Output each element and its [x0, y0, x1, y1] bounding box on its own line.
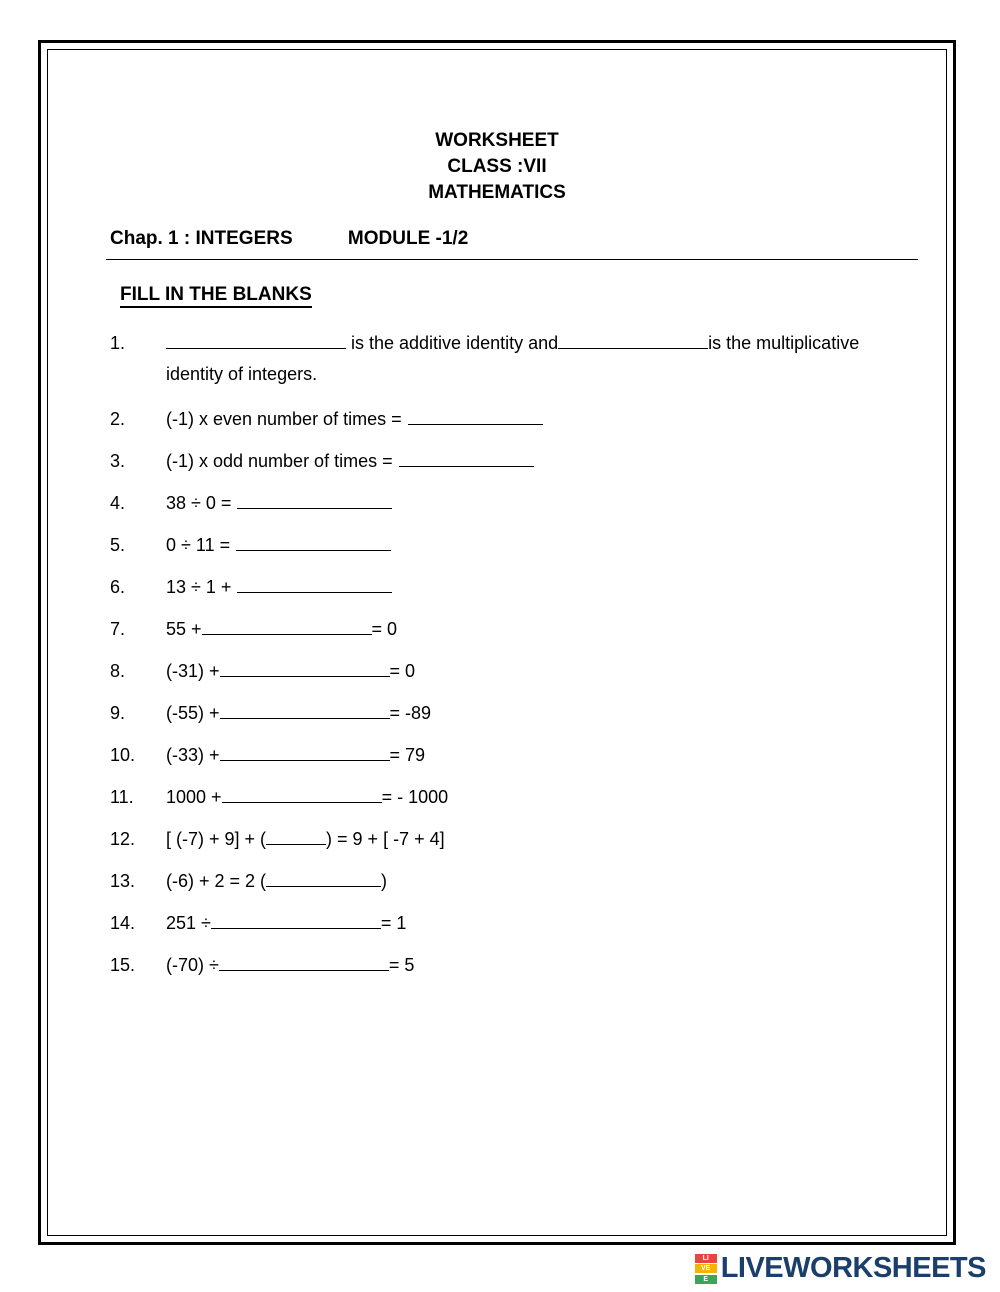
question-text-part: = 1	[380, 913, 407, 933]
question-text	[166, 616, 906, 642]
question-text-part: is the additive identity and	[346, 333, 559, 353]
question-number: 11.	[110, 787, 134, 807]
title-line-worksheet: WORKSHEET	[435, 130, 559, 151]
question-text	[166, 658, 906, 684]
question-text-part: (-55) +	[166, 703, 220, 723]
question-text	[166, 532, 906, 558]
question-number: 2.	[110, 409, 126, 429]
question-row-4	[110, 490, 906, 516]
liveworksheets-logo-text: LIVEWORKSHEETS	[720, 1252, 986, 1284]
question-text-part: = 5	[388, 955, 415, 975]
question-text	[166, 868, 906, 894]
title-line-class: CLASS :VII	[447, 156, 547, 177]
question-row-14	[110, 910, 906, 936]
question-text-part: 13 ÷ 1 +	[166, 577, 232, 597]
question-text-part: (-31) +	[166, 661, 220, 681]
worksheet-title-block	[48, 128, 946, 206]
answer-blank[interactable]	[220, 701, 390, 719]
question-row-7	[110, 616, 906, 642]
chapter-underline	[106, 259, 918, 260]
question-number: 6.	[110, 577, 126, 597]
answer-blank[interactable]	[202, 617, 372, 635]
answer-blank[interactable]	[236, 533, 391, 551]
question-number: 3.	[110, 451, 126, 471]
question-text-part: = 0	[371, 619, 398, 639]
question-row-1	[110, 328, 906, 390]
question-number: 1.	[110, 333, 126, 353]
answer-blank[interactable]	[220, 743, 390, 761]
question-text-part: 251 ÷	[166, 913, 211, 933]
question-text-part: (-33) +	[166, 745, 220, 765]
question-text	[166, 742, 906, 768]
answer-blank[interactable]	[222, 785, 382, 803]
answer-blank[interactable]	[266, 869, 381, 887]
question-number: 14.	[110, 913, 136, 933]
question-text	[166, 826, 906, 852]
question-text	[166, 448, 906, 474]
question-text	[166, 490, 906, 516]
question-row-11	[110, 784, 906, 810]
question-row-15	[110, 952, 906, 978]
logo-square-ve: VE	[695, 1264, 717, 1273]
question-text-part: (-1) x even number of times =	[166, 409, 402, 429]
question-text	[166, 328, 906, 390]
question-text	[166, 784, 906, 810]
chapter-label: Chap. 1 : INTEGERS	[110, 228, 293, 249]
question-row-12	[110, 826, 906, 852]
answer-blank[interactable]	[399, 449, 534, 467]
answer-blank[interactable]	[166, 331, 346, 349]
module-label: MODULE -1/2	[347, 228, 469, 249]
question-text-part: )	[381, 871, 388, 891]
question-number: 12.	[110, 829, 136, 849]
answer-blank[interactable]	[558, 331, 708, 349]
answer-blank[interactable]	[408, 407, 543, 425]
question-number: 9.	[110, 703, 126, 723]
question-row-5	[110, 532, 906, 558]
question-text-part: = -89	[389, 703, 432, 723]
question-row-13	[110, 868, 906, 894]
question-number: 15.	[110, 955, 136, 975]
chapter-heading-row	[48, 228, 946, 258]
footer	[0, 1252, 1000, 1292]
question-number: 7.	[110, 619, 126, 639]
title-line-subject: MATHEMATICS	[428, 182, 566, 203]
answer-blank[interactable]	[237, 575, 392, 593]
section-heading-text: FILL IN THE BLANKS	[120, 284, 312, 308]
logo-square-e: E	[695, 1275, 717, 1284]
logo-square-li: LI	[695, 1254, 717, 1263]
question-number: 4.	[110, 493, 126, 513]
question-row-8	[110, 658, 906, 684]
liveworksheets-logo-icon	[695, 1254, 717, 1284]
question-row-6	[110, 574, 906, 600]
question-number: 10.	[110, 745, 136, 765]
question-text-part: 38 ÷ 0 =	[166, 493, 232, 513]
answer-blank[interactable]	[237, 491, 392, 509]
question-list	[48, 328, 946, 978]
liveworksheets-logo[interactable]	[695, 1252, 986, 1285]
question-text	[166, 406, 906, 432]
question-text	[166, 952, 906, 978]
section-heading	[48, 284, 946, 306]
question-text-part: (-1) x odd number of times =	[166, 451, 393, 471]
question-row-3	[110, 448, 906, 474]
answer-blank[interactable]	[211, 911, 381, 929]
answer-blank[interactable]	[219, 953, 389, 971]
question-number: 13.	[110, 871, 136, 891]
worksheet-page-frame	[38, 40, 956, 1245]
question-text-part: 0 ÷ 11 =	[166, 535, 231, 555]
question-text	[166, 574, 906, 600]
question-text	[166, 910, 906, 936]
question-text-part: = 0	[389, 661, 416, 681]
question-row-10	[110, 742, 906, 768]
question-text-part: ) = 9 + [ -7 + 4]	[326, 829, 445, 849]
question-text	[166, 700, 906, 726]
question-text-part: 55 +	[166, 619, 202, 639]
question-row-9	[110, 700, 906, 726]
answer-blank[interactable]	[220, 659, 390, 677]
answer-blank[interactable]	[266, 827, 326, 845]
question-number: 8.	[110, 661, 126, 681]
question-number: 5.	[110, 535, 126, 555]
question-text-part: 1000 +	[166, 787, 222, 807]
question-row-2	[110, 406, 906, 432]
question-text-part: [ (-7) + 9] + (	[166, 829, 267, 849]
question-text-part: = - 1000	[381, 787, 449, 807]
worksheet-content	[48, 50, 946, 1235]
question-text-part: (-70) ÷	[166, 955, 219, 975]
question-text-part: (-6) + 2 = 2 (	[166, 871, 267, 891]
worksheet-page-inner-border	[47, 49, 947, 1236]
question-text-part: is the multiplicative identity of integers.	[166, 333, 860, 384]
question-text-part: = 79	[389, 745, 426, 765]
